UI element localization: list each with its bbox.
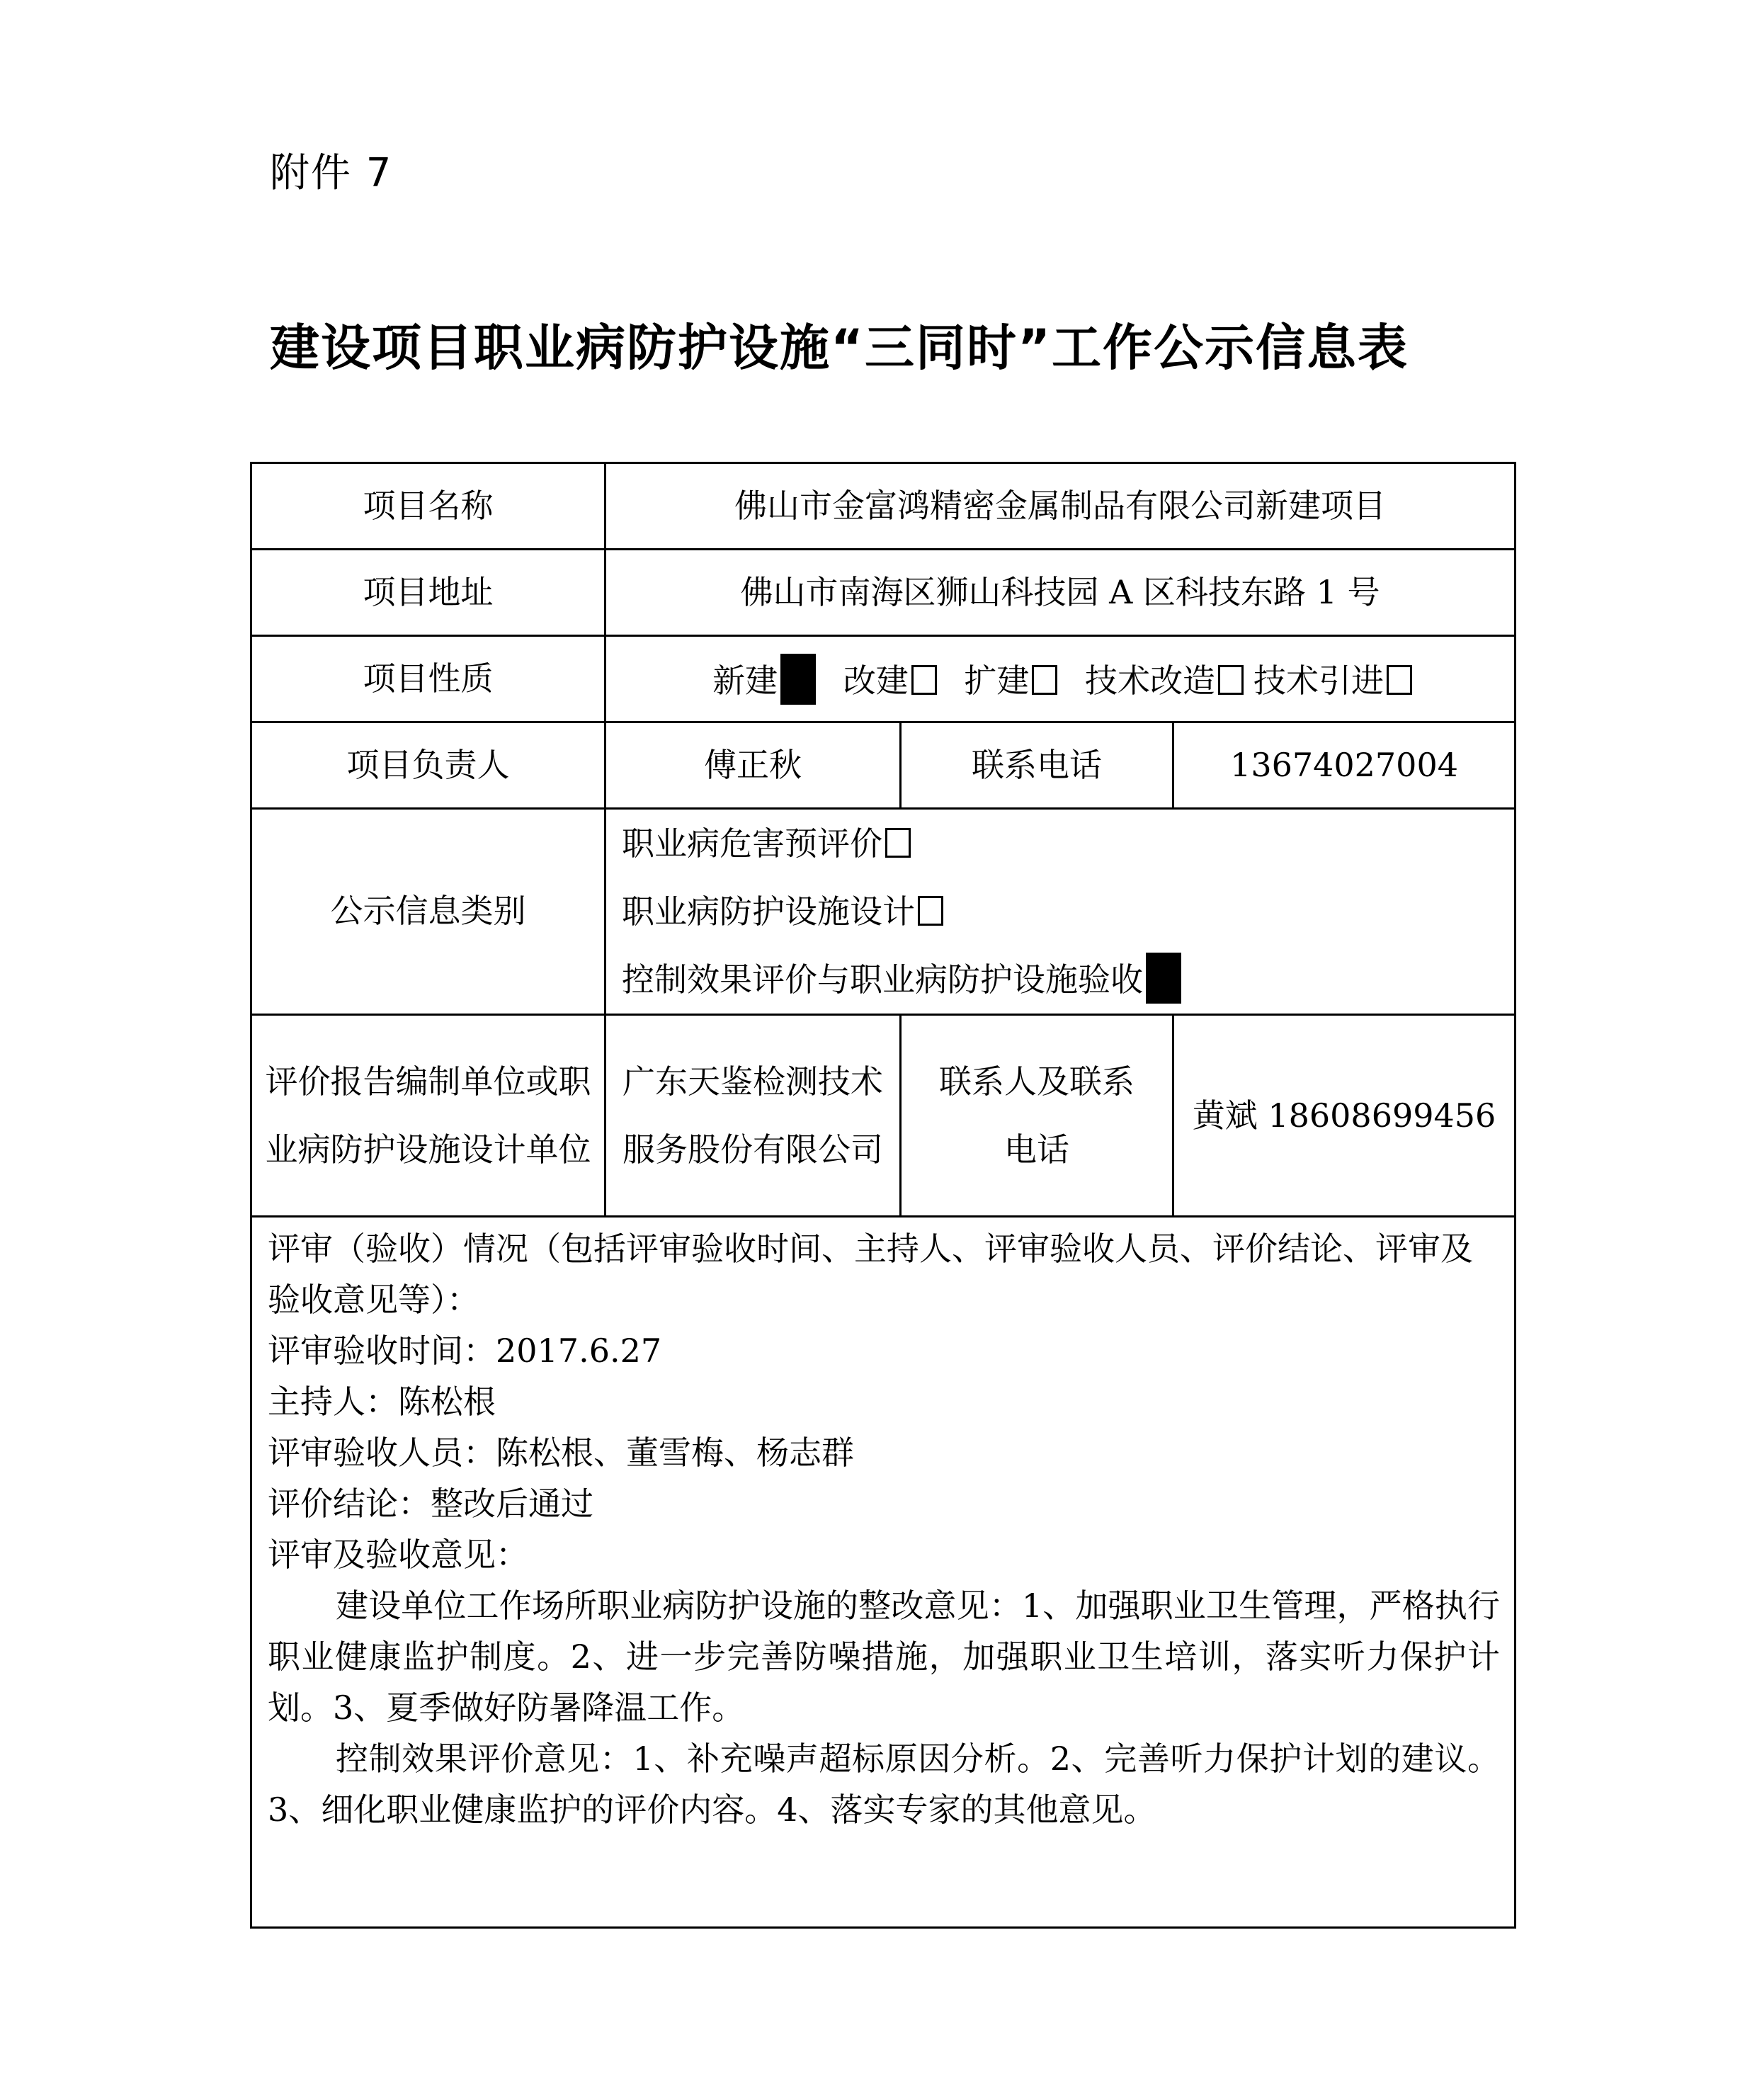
unit-value: 广东天鉴检测技术服务股份有限公司: [605, 1015, 901, 1217]
nature-option-label: 新建: [712, 661, 778, 700]
contact-label: 联系人及联系电话: [901, 1015, 1173, 1217]
nature-option-label: 技术改造: [1084, 661, 1215, 700]
checkbox-icon: [1032, 665, 1057, 695]
category-option-label: 控制效果评价与职业病防护设施验收: [622, 960, 1143, 999]
project-address-label: 项目地址: [251, 550, 605, 636]
category-label: 公示信息类别: [251, 809, 605, 1015]
category-option-label: 职业病防护设施设计: [622, 892, 915, 931]
checkbox-icon: [1387, 665, 1412, 695]
row-project-name: [251, 463, 1516, 550]
checkbox-icon: [1218, 665, 1244, 695]
nature-option-label: 技术引进: [1253, 661, 1384, 700]
checked-box-icon: [1146, 953, 1181, 1004]
review-time: 评审验收时间：2017.6.27: [268, 1332, 662, 1370]
review-paragraph-rectification: 建设单位工作场所职业病防护设施的整改意见：1、加强职业卫生管理，严格执行职业健康监护制度。2、进一步完善防噪措施，加强职业卫生培训，落实听力保护计划。3、夏季做好防暑降温工作。: [268, 1587, 1501, 1727]
leader-label: 项目负责人: [251, 722, 605, 809]
leader-value: 傅正秋: [605, 722, 901, 809]
phone-label: 联系电话: [901, 722, 1173, 809]
project-name-label: 项目名称: [251, 463, 605, 550]
category-option-pre-evaluation: [622, 810, 1514, 878]
project-name-value: 佛山市金富鸿精密金属制品有限公司新建项目: [605, 463, 1516, 550]
review-paragraph-evaluation: 控制效果评价意见：1、补充噪声超标原因分析。2、完善听力保护计划的建议。3、细化职业健康监护的评价内容。4、落实专家的其他意见。: [268, 1739, 1501, 1829]
page-title: 建设项目职业病防护设施“三同时”工作公示信息表: [270, 319, 1409, 377]
category-option-acceptance: [622, 946, 1514, 1014]
info-table: [250, 462, 1516, 1929]
checkbox-icon: [911, 665, 937, 695]
row-unit: [251, 1015, 1516, 1217]
review-opinion-label: 评审及验收意见：: [268, 1536, 528, 1574]
checkbox-icon: [918, 896, 943, 926]
nature-option-rebuild: [843, 662, 940, 700]
nature-option-import: [1253, 662, 1415, 700]
nature-option-new: [712, 662, 819, 700]
category-option-design: [622, 878, 1514, 946]
nature-option-renovate: [1085, 662, 1246, 700]
nature-option-label: 改建: [843, 661, 909, 700]
review-conclusion: 评价结论：整改后通过: [268, 1485, 593, 1523]
category-option-label: 职业病危害预评价: [622, 824, 882, 863]
nature-option-label: 扩建: [964, 661, 1030, 700]
nature-options: [605, 636, 1516, 722]
review-members: 评审验收人员：陈松根、董雪梅、杨志群: [268, 1434, 854, 1472]
checked-box-icon: [780, 654, 816, 705]
review-heading: 评审（验收）情况（包括评审验收时间、主持人、评审验收人员、评价结论、评审及验收意见等）：: [268, 1230, 1473, 1319]
phone-value: 13674027004: [1173, 722, 1516, 809]
row-project-address: [251, 550, 1516, 636]
project-address-value: 佛山市南海区狮山科技园 A 区科技东路 1 号: [605, 550, 1516, 636]
nature-option-expand: [964, 662, 1060, 700]
row-leader: [251, 722, 1516, 809]
attachment-label: 附件 7: [270, 150, 393, 196]
review-host: 主持人：陈松根: [268, 1383, 496, 1421]
row-project-nature: [251, 636, 1516, 722]
unit-label: 评价报告编制单位或职业病防护设施设计单位: [251, 1015, 605, 1217]
checkbox-icon: [885, 828, 911, 858]
row-category: [251, 809, 1516, 1015]
row-review: [251, 1217, 1516, 1928]
category-options: [605, 809, 1516, 1015]
review-section: [251, 1217, 1516, 1928]
contact-value: 黄斌 18608699456: [1173, 1015, 1516, 1217]
project-nature-label: 项目性质: [251, 636, 605, 722]
